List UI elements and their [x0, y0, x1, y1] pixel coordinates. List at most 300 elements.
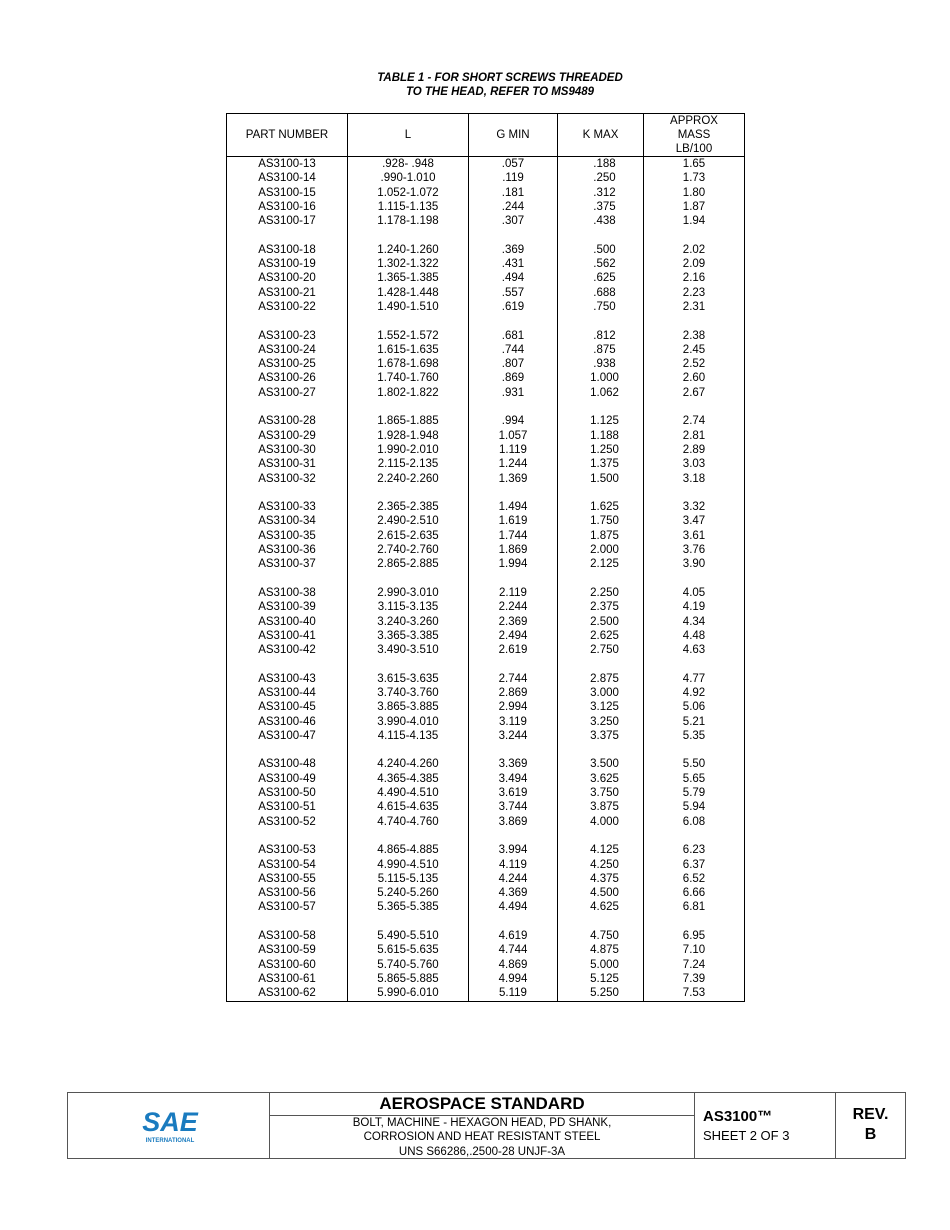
cell-approx-mass: 1.94	[644, 214, 745, 228]
cell-g-min: .307	[469, 214, 558, 228]
table-row	[227, 529, 745, 543]
table-body	[227, 157, 745, 1002]
cell-approx-mass: 6.95	[644, 929, 745, 943]
cell-part-number: AS3100-45	[227, 700, 348, 714]
cell-l: 5.240-5.260	[348, 886, 469, 900]
table-row	[227, 700, 745, 714]
spacer-cell	[227, 486, 348, 500]
table-row	[227, 672, 745, 686]
cell-g-min: 1.744	[469, 529, 558, 543]
cell-k-max: 1.375	[558, 457, 644, 471]
cell-approx-mass: 2.60	[644, 371, 745, 385]
cell-part-number: AS3100-32	[227, 472, 348, 486]
cell-part-number: AS3100-50	[227, 786, 348, 800]
cell-k-max: .562	[558, 257, 644, 271]
cell-g-min: 4.244	[469, 872, 558, 886]
cell-l: 3.490-3.510	[348, 643, 469, 657]
cell-k-max: 4.625	[558, 900, 644, 914]
cell-part-number: AS3100-62	[227, 986, 348, 1001]
cell-part-number: AS3100-53	[227, 843, 348, 857]
cell-approx-mass: 3.61	[644, 529, 745, 543]
cell-part-number: AS3100-25	[227, 357, 348, 371]
cell-l: 1.428-1.448	[348, 286, 469, 300]
title-cell	[270, 1093, 695, 1158]
cell-g-min: 4.994	[469, 972, 558, 986]
cell-l: 5.115-5.135	[348, 872, 469, 886]
cell-k-max: 1.500	[558, 472, 644, 486]
cell-k-max: 1.125	[558, 414, 644, 428]
cell-l: 4.990-4.510	[348, 858, 469, 872]
cell-k-max: .250	[558, 171, 644, 185]
cell-l: 3.740-3.760	[348, 686, 469, 700]
cell-k-max: 2.875	[558, 672, 644, 686]
cell-k-max: .500	[558, 243, 644, 257]
cell-g-min: 2.619	[469, 643, 558, 657]
cell-g-min: .557	[469, 286, 558, 300]
spacer-cell	[348, 486, 469, 500]
table-row	[227, 943, 745, 957]
cell-g-min: 3.494	[469, 772, 558, 786]
spacer-cell	[558, 228, 644, 242]
cell-l: 4.615-4.635	[348, 800, 469, 814]
cell-approx-mass: 4.05	[644, 586, 745, 600]
cell-approx-mass: 6.08	[644, 815, 745, 829]
cell-g-min: 3.744	[469, 800, 558, 814]
cell-k-max: 3.500	[558, 757, 644, 771]
table-row	[227, 357, 745, 371]
group-spacer-row	[227, 572, 745, 586]
cell-g-min: .494	[469, 271, 558, 285]
cell-part-number: AS3100-36	[227, 543, 348, 557]
cell-k-max: 1.188	[558, 429, 644, 443]
cell-l: 4.115-4.135	[348, 729, 469, 743]
standard-heading: AEROSPACE STANDARD	[270, 1093, 694, 1116]
table-header-row	[227, 114, 745, 157]
mass-header-line-3: LB/100	[675, 143, 713, 155]
cell-l: 3.865-3.885	[348, 700, 469, 714]
cell-part-number: AS3100-51	[227, 800, 348, 814]
group-spacer-row	[227, 829, 745, 843]
table-row	[227, 329, 745, 343]
cell-l: 2.740-2.760	[348, 543, 469, 557]
spacer-cell	[558, 657, 644, 671]
table-row	[227, 800, 745, 814]
cell-k-max: .375	[558, 200, 644, 214]
spacer-cell	[469, 400, 558, 414]
cell-approx-mass: 3.03	[644, 457, 745, 471]
spacer-cell	[469, 915, 558, 929]
revision-value: B	[864, 1126, 877, 1143]
cell-part-number: AS3100-61	[227, 972, 348, 986]
cell-l: 4.490-4.510	[348, 786, 469, 800]
spacer-cell	[558, 400, 644, 414]
cell-g-min: 3.619	[469, 786, 558, 800]
cell-part-number: AS3100-18	[227, 243, 348, 257]
spacer-cell	[644, 228, 745, 242]
cell-l: 3.115-3.135	[348, 600, 469, 614]
table-row	[227, 443, 745, 457]
cell-approx-mass: 4.63	[644, 643, 745, 657]
cell-part-number: AS3100-19	[227, 257, 348, 271]
cell-l: 5.365-5.385	[348, 900, 469, 914]
spacer-cell	[348, 829, 469, 843]
cell-g-min: 2.994	[469, 700, 558, 714]
cell-g-min: 2.744	[469, 672, 558, 686]
cell-approx-mass: 2.67	[644, 386, 745, 400]
cell-approx-mass: 1.65	[644, 157, 745, 172]
cell-l: 3.615-3.635	[348, 672, 469, 686]
cell-k-max: 2.750	[558, 643, 644, 657]
cell-approx-mass: 4.34	[644, 615, 745, 629]
cell-g-min: 1.869	[469, 543, 558, 557]
cell-k-max: .750	[558, 300, 644, 314]
cell-approx-mass: 7.24	[644, 958, 745, 972]
spacer-cell	[227, 743, 348, 757]
cell-l: .928- .948	[348, 157, 469, 172]
table-row	[227, 872, 745, 886]
sae-international-logo	[138, 1105, 202, 1145]
description-line-3: UNS S66286,.2500-28 UNJF-3A	[398, 1145, 566, 1158]
group-spacer-row	[227, 314, 745, 328]
description-line-1: BOLT, MACHINE - HEXAGON HEAD, PD SHANK,	[352, 1117, 612, 1129]
cell-part-number: AS3100-26	[227, 371, 348, 385]
spacer-cell	[644, 486, 745, 500]
cell-g-min: 1.619	[469, 514, 558, 528]
cell-l: 1.552-1.572	[348, 329, 469, 343]
cell-approx-mass: 2.09	[644, 257, 745, 271]
table-row	[227, 786, 745, 800]
column-header-k-max: K MAX	[558, 114, 644, 157]
table-row	[227, 472, 745, 486]
table-title-line-2: TO THE HEAD, REFER TO MS9489	[405, 86, 595, 98]
cell-part-number: AS3100-44	[227, 686, 348, 700]
cell-part-number: AS3100-23	[227, 329, 348, 343]
cell-approx-mass: 1.87	[644, 200, 745, 214]
cell-part-number: AS3100-15	[227, 186, 348, 200]
spacer-cell	[558, 829, 644, 843]
spacer-cell	[227, 314, 348, 328]
cell-l: 1.052-1.072	[348, 186, 469, 200]
cell-l: 4.365-4.385	[348, 772, 469, 786]
spacer-cell	[469, 486, 558, 500]
spacer-cell	[558, 915, 644, 929]
spacer-cell	[558, 314, 644, 328]
cell-g-min: 2.244	[469, 600, 558, 614]
cell-l: 5.865-5.885	[348, 972, 469, 986]
cell-k-max: .625	[558, 271, 644, 285]
cell-l: 2.240-2.260	[348, 472, 469, 486]
cell-approx-mass: 2.31	[644, 300, 745, 314]
cell-approx-mass: 5.94	[644, 800, 745, 814]
cell-approx-mass: 2.23	[644, 286, 745, 300]
cell-approx-mass: 6.37	[644, 858, 745, 872]
spacer-cell	[558, 572, 644, 586]
cell-k-max: 4.500	[558, 886, 644, 900]
cell-k-max: 4.875	[558, 943, 644, 957]
table-row	[227, 615, 745, 629]
table-row	[227, 271, 745, 285]
cell-approx-mass: 3.32	[644, 500, 745, 514]
cell-approx-mass: 6.66	[644, 886, 745, 900]
cell-part-number: AS3100-38	[227, 586, 348, 600]
cell-part-number: AS3100-52	[227, 815, 348, 829]
cell-approx-mass: 7.10	[644, 943, 745, 957]
spacer-cell	[469, 829, 558, 843]
cell-g-min: 1.369	[469, 472, 558, 486]
mass-header-line-2: MASS	[677, 129, 711, 141]
cell-approx-mass: 2.89	[644, 443, 745, 457]
cell-l: 1.615-1.635	[348, 343, 469, 357]
cell-part-number: AS3100-39	[227, 600, 348, 614]
cell-part-number: AS3100-13	[227, 157, 348, 172]
cell-k-max: 3.875	[558, 800, 644, 814]
cell-part-number: AS3100-17	[227, 214, 348, 228]
cell-part-number: AS3100-40	[227, 615, 348, 629]
spacer-cell	[348, 400, 469, 414]
table-row	[227, 643, 745, 657]
table-row	[227, 757, 745, 771]
cell-g-min: .057	[469, 157, 558, 172]
cell-g-min: 2.494	[469, 629, 558, 643]
table-row	[227, 543, 745, 557]
cell-g-min: 2.119	[469, 586, 558, 600]
spacer-cell	[469, 572, 558, 586]
cell-g-min: .807	[469, 357, 558, 371]
spacer-cell	[348, 228, 469, 242]
table-row	[227, 429, 745, 443]
cell-g-min: .119	[469, 171, 558, 185]
table-row	[227, 557, 745, 571]
spacer-cell	[644, 314, 745, 328]
description-line-2: CORROSION AND HEAT RESISTANT STEEL	[363, 1131, 601, 1144]
cell-k-max: 4.250	[558, 858, 644, 872]
cell-k-max: 4.125	[558, 843, 644, 857]
cell-l: 1.240-1.260	[348, 243, 469, 257]
table-row	[227, 457, 745, 471]
spacer-cell	[644, 400, 745, 414]
column-header-part-number: PART NUMBER	[227, 114, 348, 157]
spacer-cell	[558, 486, 644, 500]
table-row	[227, 157, 745, 172]
cell-approx-mass: 7.53	[644, 986, 745, 1001]
cell-approx-mass: 2.74	[644, 414, 745, 428]
cell-approx-mass: 5.65	[644, 772, 745, 786]
cell-k-max: 4.000	[558, 815, 644, 829]
cell-approx-mass: 3.76	[644, 543, 745, 557]
table-row	[227, 986, 745, 1001]
cell-l: 2.365-2.385	[348, 500, 469, 514]
cell-l: 1.678-1.698	[348, 357, 469, 371]
cell-k-max: 2.625	[558, 629, 644, 643]
cell-g-min: .994	[469, 414, 558, 428]
cell-k-max: 5.125	[558, 972, 644, 986]
cell-g-min: 1.494	[469, 500, 558, 514]
cell-part-number: AS3100-55	[227, 872, 348, 886]
cell-k-max: 2.125	[558, 557, 644, 571]
cell-approx-mass: 2.81	[644, 429, 745, 443]
spacer-cell	[227, 572, 348, 586]
group-spacer-row	[227, 657, 745, 671]
cell-g-min: .869	[469, 371, 558, 385]
cell-k-max: 1.625	[558, 500, 644, 514]
cell-g-min: .619	[469, 300, 558, 314]
cell-part-number: AS3100-56	[227, 886, 348, 900]
cell-g-min: 1.057	[469, 429, 558, 443]
cell-l: 5.490-5.510	[348, 929, 469, 943]
table-row	[227, 371, 745, 385]
cell-l: 1.802-1.822	[348, 386, 469, 400]
cell-k-max: .938	[558, 357, 644, 371]
table-row	[227, 600, 745, 614]
cell-approx-mass: 4.19	[644, 600, 745, 614]
document-number: AS3100™	[703, 1108, 773, 1125]
group-spacer-row	[227, 400, 745, 414]
cell-approx-mass: 4.77	[644, 672, 745, 686]
cell-part-number: AS3100-28	[227, 414, 348, 428]
cell-part-number: AS3100-59	[227, 943, 348, 957]
column-header-l: L	[348, 114, 469, 157]
cell-g-min: .431	[469, 257, 558, 271]
spacer-cell	[348, 915, 469, 929]
revision-cell	[836, 1093, 905, 1158]
cell-k-max: 3.250	[558, 715, 644, 729]
cell-l: 2.865-2.885	[348, 557, 469, 571]
spacer-cell	[644, 572, 745, 586]
cell-l: .990-1.010	[348, 171, 469, 185]
cell-k-max: 3.375	[558, 729, 644, 743]
table-row	[227, 729, 745, 743]
cell-k-max: 2.000	[558, 543, 644, 557]
spacer-cell	[348, 314, 469, 328]
cell-k-max: 1.875	[558, 529, 644, 543]
table-row	[227, 858, 745, 872]
cell-part-number: AS3100-57	[227, 900, 348, 914]
cell-approx-mass: 5.35	[644, 729, 745, 743]
table-row	[227, 414, 745, 428]
cell-k-max: 3.000	[558, 686, 644, 700]
table-title-line-1: TABLE 1 - FOR SHORT SCREWS THREADED	[377, 72, 623, 84]
cell-l: 1.865-1.885	[348, 414, 469, 428]
spacer-cell	[227, 228, 348, 242]
cell-g-min: .744	[469, 343, 558, 357]
group-spacer-row	[227, 486, 745, 500]
cell-approx-mass: 4.92	[644, 686, 745, 700]
table-row	[227, 972, 745, 986]
cell-approx-mass: 2.02	[644, 243, 745, 257]
cell-g-min: 4.619	[469, 929, 558, 943]
cell-g-min: 1.994	[469, 557, 558, 571]
cell-part-number: AS3100-22	[227, 300, 348, 314]
cell-l: 1.490-1.510	[348, 300, 469, 314]
cell-g-min: 5.119	[469, 986, 558, 1001]
table-row	[227, 886, 745, 900]
spacer-cell	[348, 657, 469, 671]
cell-part-number: AS3100-14	[227, 171, 348, 185]
cell-approx-mass: 3.18	[644, 472, 745, 486]
cell-k-max: 3.750	[558, 786, 644, 800]
table-row	[227, 843, 745, 857]
sheet-number: SHEET 2 OF 3	[703, 1128, 790, 1143]
cell-l: 1.990-2.010	[348, 443, 469, 457]
cell-approx-mass: 5.79	[644, 786, 745, 800]
cell-l: 1.115-1.135	[348, 200, 469, 214]
cell-part-number: AS3100-46	[227, 715, 348, 729]
cell-approx-mass: 6.23	[644, 843, 745, 857]
cell-approx-mass: 2.38	[644, 329, 745, 343]
cell-part-number: AS3100-42	[227, 643, 348, 657]
cell-g-min: 2.369	[469, 615, 558, 629]
cell-part-number: AS3100-37	[227, 557, 348, 571]
column-header-approx-mass	[644, 114, 745, 157]
cell-g-min: .181	[469, 186, 558, 200]
table-row	[227, 386, 745, 400]
spacer-cell	[348, 572, 469, 586]
mass-header-line-1: APPROX	[670, 115, 718, 127]
cell-l: 1.178-1.198	[348, 214, 469, 228]
cell-g-min: 4.369	[469, 886, 558, 900]
cell-part-number: AS3100-16	[227, 200, 348, 214]
table-title	[0, 71, 950, 99]
cell-g-min: .244	[469, 200, 558, 214]
table-row	[227, 586, 745, 600]
cell-k-max: 1.000	[558, 371, 644, 385]
group-spacer-row	[227, 743, 745, 757]
cell-part-number: AS3100-29	[227, 429, 348, 443]
table-row	[227, 300, 745, 314]
cell-approx-mass: 2.16	[644, 271, 745, 285]
cell-g-min: 3.244	[469, 729, 558, 743]
cell-approx-mass: 1.80	[644, 186, 745, 200]
cell-k-max: .312	[558, 186, 644, 200]
column-header-g-min: G MIN	[469, 114, 558, 157]
cell-l: 1.740-1.760	[348, 371, 469, 385]
cell-k-max: .438	[558, 214, 644, 228]
table-row	[227, 715, 745, 729]
table-row	[227, 200, 745, 214]
cell-g-min: .931	[469, 386, 558, 400]
table-row	[227, 243, 745, 257]
cell-part-number: AS3100-33	[227, 500, 348, 514]
table-row	[227, 257, 745, 271]
cell-approx-mass: 1.73	[644, 171, 745, 185]
cell-g-min: 3.869	[469, 815, 558, 829]
cell-l: 4.865-4.885	[348, 843, 469, 857]
document-number-cell	[695, 1093, 836, 1158]
table-row	[227, 186, 745, 200]
cell-k-max: 2.500	[558, 615, 644, 629]
cell-g-min: .369	[469, 243, 558, 257]
cell-l: 5.740-5.760	[348, 958, 469, 972]
spacer-cell	[227, 915, 348, 929]
cell-approx-mass: 5.50	[644, 757, 745, 771]
cell-l: 4.740-4.760	[348, 815, 469, 829]
logo-text: SAE	[142, 1107, 198, 1137]
cell-g-min: 1.244	[469, 457, 558, 471]
cell-approx-mass: 3.90	[644, 557, 745, 571]
cell-g-min: 3.119	[469, 715, 558, 729]
cell-k-max: .188	[558, 157, 644, 172]
cell-approx-mass: 7.39	[644, 972, 745, 986]
cell-l: 1.365-1.385	[348, 271, 469, 285]
cell-k-max: 1.062	[558, 386, 644, 400]
cell-k-max: .812	[558, 329, 644, 343]
cell-approx-mass: 4.48	[644, 629, 745, 643]
cell-part-number: AS3100-27	[227, 386, 348, 400]
cell-g-min: .681	[469, 329, 558, 343]
cell-l: 4.240-4.260	[348, 757, 469, 771]
cell-l: 3.240-3.260	[348, 615, 469, 629]
cell-k-max: 5.000	[558, 958, 644, 972]
